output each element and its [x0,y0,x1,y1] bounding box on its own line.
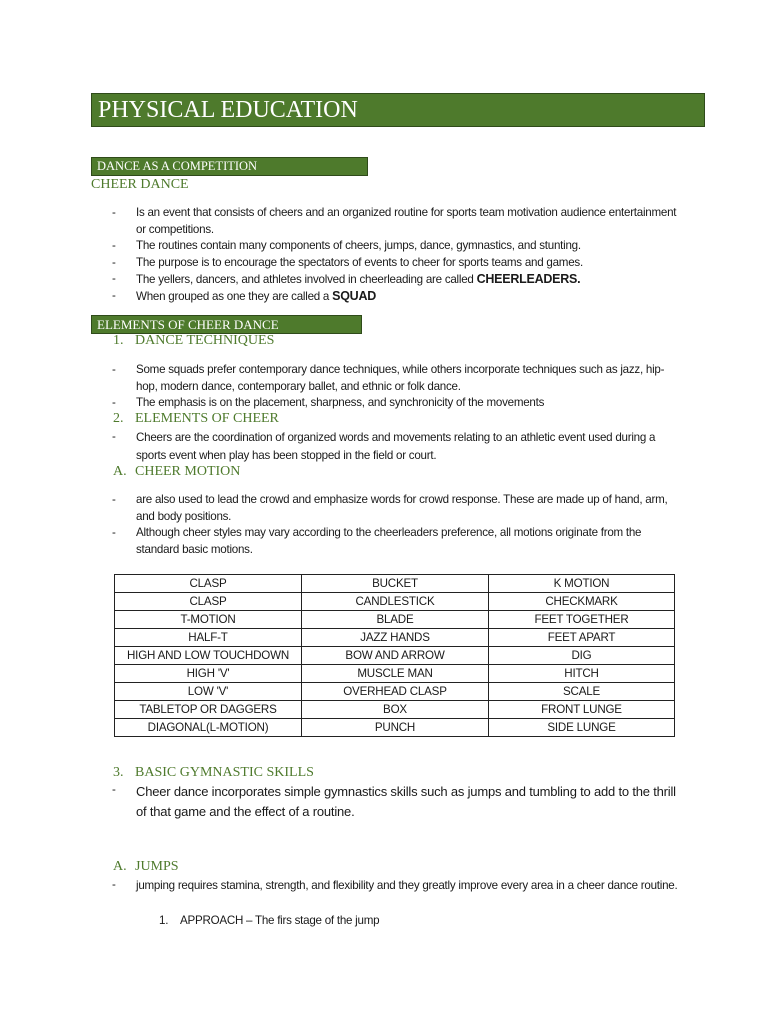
list-item [0,288,768,305]
table-row [115,719,675,737]
table-cell: HIGH 'V' [115,665,302,683]
bullet-dash: - [112,878,116,891]
cheer-motions-table [114,574,675,737]
table-row [115,647,675,665]
heading-jumps: JUMPS [135,859,179,874]
table-row [115,683,675,701]
bullet-text: Some squads prefer contemporary dance techniques, while others incorporate techniques such as jazz, hip-hop, modern dance, contemporary ballet, and ethnic or folk dance. [136,363,665,393]
table-cell: K MOTION [489,575,675,593]
table-cell: OVERHEAD CLASP [302,683,489,701]
table-cell: CLASP [115,575,302,593]
list-item [0,429,768,465]
table-cell: T-MOTION [115,611,302,629]
table-cell: FEET TOGETHER [489,611,675,629]
bullet-text: The emphasis is on the placement, sharpness, and synchronicity of the movements [136,396,545,409]
section-bar-elements: ELEMENTS OF CHEER DANCE [91,315,362,334]
list-item [0,205,768,238]
table-row [115,701,675,719]
heading-elements-of-cheer: ELEMENTS OF CHEER [135,411,279,426]
list-item [0,877,768,913]
table-cell: LOW 'V' [115,683,302,701]
list-item [0,362,768,395]
bullet-dash: - [112,363,116,376]
table-cell: BLADE [302,611,489,629]
step-number: 1. [159,914,169,927]
table-cell: SIDE LUNGE [489,719,675,737]
table-cell: SCALE [489,683,675,701]
heading-cheer-motion-num: A. [113,464,127,479]
table-cell: FRONT LUNGE [489,701,675,719]
table-cell: MUSCLE MAN [302,665,489,683]
heading-dance-techniques: DANCE TECHNIQUES [135,333,275,348]
table-cell: DIG [489,647,675,665]
bullet-text-plain: The yellers, dancers, and athletes involved in cheerleading are called [136,273,477,286]
table-cell: CLASP [115,593,302,611]
page-title: PHYSICAL EDUCATION [91,93,705,127]
table-cell: TABLETOP OR DAGGERS [115,701,302,719]
heading-dance-techniques-num: 1. [113,333,124,348]
bullet-dash: - [112,272,116,285]
table-cell: PUNCH [302,719,489,737]
bold-cheerleaders: CHEERLEADERS. [476,272,581,286]
list-item [0,255,768,272]
table-row [115,611,675,629]
bullet-dash: - [112,239,116,252]
table-cell: BUCKET [302,575,489,593]
bullet-dash: - [112,396,116,409]
list-item [0,525,768,558]
bullet-dash: - [112,493,116,506]
table-row [115,665,675,683]
bold-squad: SQUAD [332,289,377,303]
heading-elements-of-cheer-num: 2. [113,411,124,426]
heading-cheer-motion: CHEER MOTION [135,464,241,479]
step-text: APPROACH – The firs stage of the jump [180,914,380,927]
table-cell: BOX [302,701,489,719]
bullet-dash: - [112,526,116,539]
numbered-item [0,913,768,930]
table-cell: DIAGONAL(L-MOTION) [115,719,302,737]
bullet-dash: - [112,783,116,796]
bullet-dash: - [112,430,116,443]
heading-gymnastic-skills-num: 3. [113,765,124,780]
list-item [0,238,768,255]
table-cell: JAZZ HANDS [302,629,489,647]
heading-cheer-dance: CHEER DANCE [91,177,189,192]
table-row [115,575,675,593]
list-item [0,492,768,525]
list-item [0,395,768,412]
bullet-dash: - [112,256,116,269]
bullet-dash: - [112,289,116,302]
table-row [115,629,675,647]
bullet-text: are also used to lead the crowd and emphasize words for crowd response. These are made up of hand, arm, and body positions. [136,493,668,523]
section-bar-dance-competition: DANCE AS A COMPETITION [91,157,368,176]
table-cell: HITCH [489,665,675,683]
heading-jumps-num: A. [113,859,127,874]
bullet-text: Cheer dance incorporates simple gymnastics skills such as jumps and tumbling to add to the thrill of that game and the effect of a routine. [136,784,676,819]
table-cell: HIGH AND LOW TOUCHDOWN [115,647,302,665]
bullet-text: The purpose is to encourage the spectators of events to cheer for sports teams and games. [136,256,583,269]
table-cell: CHECKMARK [489,593,675,611]
table-cell: CANDLESTICK [302,593,489,611]
bullet-text-plain: When grouped as one they are called a [136,290,333,303]
table-cell: HALF-T [115,629,302,647]
list-item [0,271,768,288]
bullet-text: The routines contain many components of cheers, jumps, dance, gymnastics, and stunting. [136,239,581,252]
list-item [0,782,768,822]
bullet-text: Cheers are the coordination of organized words and movements relating to an athletic event used during a sports event when play has been stopped in the field or court. [136,431,656,462]
heading-gymnastic-skills: BASIC GYMNASTIC SKILLS [135,765,314,780]
bullet-text: Although cheer styles may vary according to the cheerleaders preference, all motions originate from the standard basic motions. [136,526,642,556]
bullet-text: jumping requires stamina, strength, and flexibility and they greatly improve every area in a cheer dance routine. [136,879,678,892]
table-cell: FEET APART [489,629,675,647]
table-row [115,593,675,611]
bullet-text: Is an event that consists of cheers and an organized routine for sports team motivation audience entertainment or competitions. [136,206,677,236]
table-cell: BOW AND ARROW [302,647,489,665]
bullet-text [136,288,681,306]
bullet-dash: - [112,206,116,219]
bullet-text [136,271,681,289]
